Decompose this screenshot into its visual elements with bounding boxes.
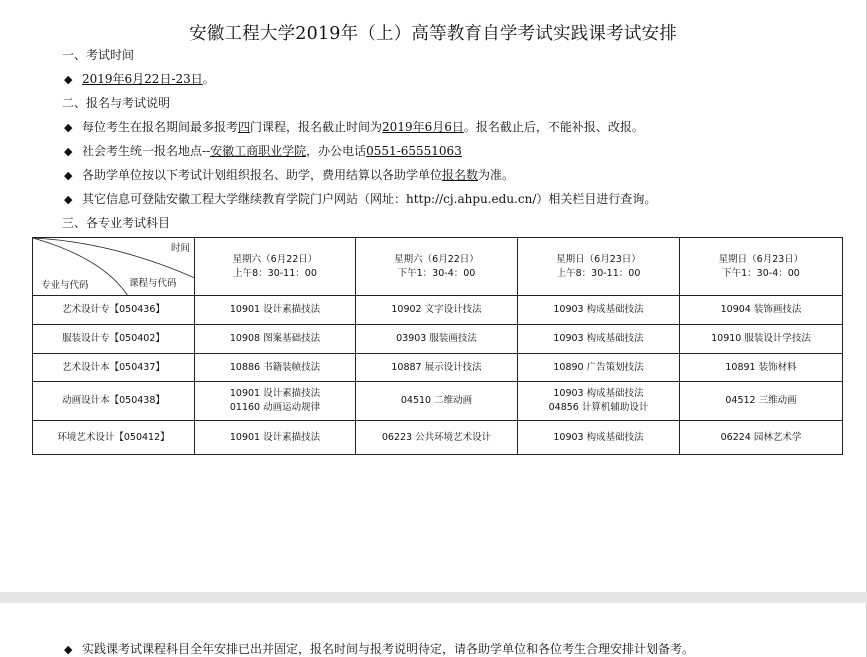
registration-line-1: ◆ 每位考生在报名期间最多报考四门课程，报名截止时间为2019年6月6日。报名截止后，不能补报、改报。 xyxy=(64,120,644,134)
header-cell-sat-am: 星期六（6月22日） 上午8：30-11：00 xyxy=(195,238,356,296)
diamond-bullet-icon: ◆ xyxy=(64,643,73,656)
course-entry: 10891 装饰材料 xyxy=(725,361,797,373)
header-cell-sun-pm: 星期日（6月23日） 下午1：30-4：00 xyxy=(680,238,843,296)
table-row xyxy=(33,325,843,354)
major-cell: 服装设计专【050402】 xyxy=(33,325,195,354)
course-cell xyxy=(195,382,356,421)
course-entry: 04510 二维动画 xyxy=(400,395,473,406)
major-cell: 环境艺术设计【050412】 xyxy=(33,421,195,455)
registration-line-4: ◆ 其它信息可登陆安徽工程大学继续教育学院门户网站（网址：http://cj.ahpu.edu.cn/）相关栏目进行查询。 xyxy=(64,192,657,206)
table-row xyxy=(33,296,843,325)
header-cell-sat-pm: 星期六（6月22日） 下午1：30-4：00 xyxy=(356,238,518,296)
course-cell xyxy=(195,296,356,325)
course-entry: 10908 图案基础技法 xyxy=(229,333,321,344)
document-title: 安徽工程大学2019年（上）高等教育自学考试实践课考试安排 xyxy=(189,24,677,44)
table-header-row xyxy=(33,238,843,296)
corner-label-major: 专业与代码 xyxy=(41,280,89,291)
course-entry: 10903 构成基础技法 xyxy=(553,304,644,315)
table-row xyxy=(33,354,843,382)
course-cell xyxy=(680,296,843,325)
diamond-bullet-icon: ◆ xyxy=(64,193,73,206)
course-cell xyxy=(356,354,518,382)
course-cell xyxy=(518,354,680,382)
course-entry: 06224 园林艺术学 xyxy=(720,431,802,443)
table-corner-cell xyxy=(33,238,195,296)
section-subjects-heading: 三、各专业考试科目 xyxy=(62,216,171,230)
exam-schedule-table xyxy=(32,237,843,455)
course-entry: 10890 广告策划技法 xyxy=(553,361,644,373)
registration-line-2: ◆ 社会考生统一报名地点--安徽工商职业学院，办公电话0551-65551063 xyxy=(64,144,462,158)
course-entry: 10903 构成基础技法 xyxy=(553,431,644,443)
diamond-bullet-icon: ◆ xyxy=(64,121,73,134)
table-row xyxy=(33,421,843,455)
course-entry: 10886 书籍装帧技法 xyxy=(229,361,321,373)
course-cell xyxy=(518,382,680,421)
course-entry: 01160 动画运动规律 xyxy=(229,402,321,413)
header-cell-sun-am: 星期日（6月23日） 上午8：30-11：00 xyxy=(518,238,680,296)
major-cell: 艺术设计专【050436】 xyxy=(33,296,195,325)
course-entry: 10903 构成基础技法 xyxy=(553,333,644,344)
section-registration-heading: 二、报名与考试说明 xyxy=(62,96,171,110)
table-row xyxy=(33,382,843,421)
course-cell xyxy=(356,296,518,325)
corner-label-course: 课程与代码 xyxy=(129,278,177,289)
course-cell xyxy=(356,421,518,455)
course-entry: 10901 设计素描技法 xyxy=(229,431,321,443)
course-cell xyxy=(680,354,843,382)
course-entry: 06223 公共环境艺术设计 xyxy=(381,431,492,443)
exam-date-line: ◆ 2019年6月22日-23日。 xyxy=(64,72,215,86)
section-exam-time-heading: 一、考试时间 xyxy=(62,48,135,62)
corner-label-time: 时间 xyxy=(170,243,190,254)
course-cell xyxy=(356,325,518,354)
course-cell xyxy=(195,325,356,354)
footer-note: ◆ 实践课考试课程科目全年安排已出并固定，报名时间与报考说明待定，请各助学单位和各位考生合理安排计划备考。 xyxy=(64,642,695,656)
course-cell xyxy=(518,296,680,325)
exam-date: 2019年6月22日-23日 xyxy=(82,72,203,86)
course-entry: 10904 装饰画技法 xyxy=(720,304,802,315)
diamond-bullet-icon: ◆ xyxy=(64,145,73,158)
major-cell: 动画设计本【050438】 xyxy=(33,382,195,421)
course-entry: 10902 文字设计技法 xyxy=(391,304,482,315)
course-entry: 10910 服装设计学技法 xyxy=(711,333,811,344)
course-cell xyxy=(680,421,843,455)
diamond-bullet-icon: ◆ xyxy=(64,169,73,182)
registration-line-3: ◆ 各助学单位按以下考试计划组织报名、助学，费用结算以各助学单位报名数为准。 xyxy=(64,168,515,182)
course-cell xyxy=(356,382,518,421)
course-cell xyxy=(518,325,680,354)
diamond-bullet-icon: ◆ xyxy=(64,73,73,86)
course-cell xyxy=(195,421,356,455)
major-cell: 艺术设计本【050437】 xyxy=(33,354,195,382)
document-page-2 xyxy=(0,603,867,657)
course-cell xyxy=(195,354,356,382)
course-entry: 10903 构成基础技法 xyxy=(553,388,644,399)
course-entry: 10901 设计素描技法 xyxy=(229,388,321,399)
course-cell xyxy=(680,325,843,354)
course-entry: 04512 三维动画 xyxy=(725,395,797,406)
course-cell xyxy=(680,382,843,421)
course-entry: 04856 计算机辅助设计 xyxy=(548,402,649,413)
course-entry: 03903 服装画技法 xyxy=(396,333,477,344)
course-entry: 10887 展示设计技法 xyxy=(391,361,482,373)
course-entry: 10901 设计素描技法 xyxy=(229,304,321,315)
course-cell xyxy=(518,421,680,455)
